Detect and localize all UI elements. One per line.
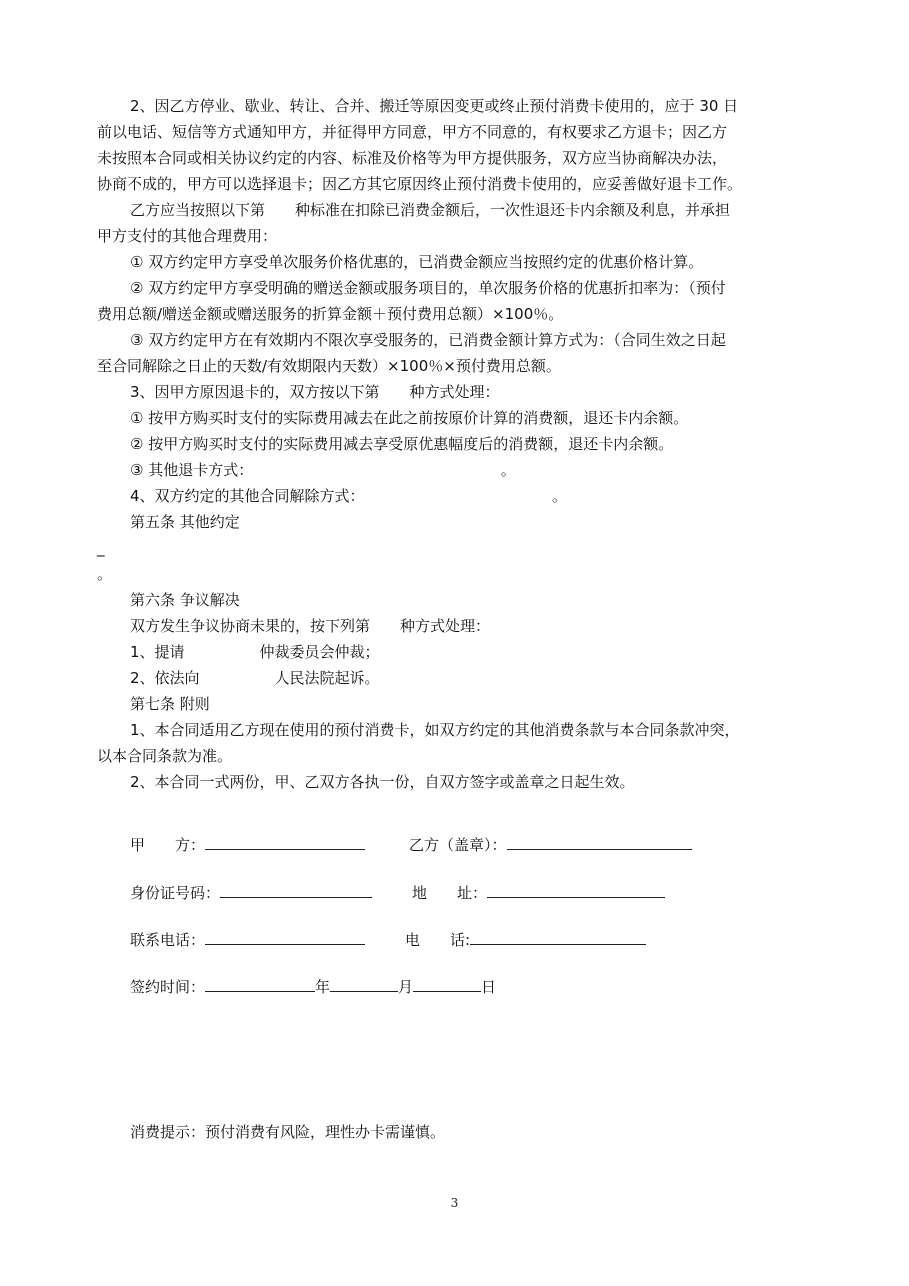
paragraph-line: ① 按甲方购买时支付的实际费用减去在此之前按原价计算的消费额，退还卡内余额。 — [130, 409, 689, 427]
section-heading: 第五条 其他约定 — [130, 513, 240, 531]
signature-row-phone — [130, 929, 646, 950]
paragraph-line: 2、依法向 人民法院起诉。 — [130, 669, 380, 687]
section-heading: 第七条 附则 — [130, 695, 210, 713]
paragraph-line: 3、因甲方原因退卡的，双方按以下第 种方式处理： — [130, 383, 500, 401]
id-number-label: 身份证号码： — [130, 884, 221, 902]
day-blank[interactable] — [413, 976, 481, 992]
party-a-blank[interactable] — [205, 834, 365, 850]
year-label: 年 — [315, 978, 331, 996]
contact-phone-blank[interactable] — [205, 929, 365, 945]
paragraph-line: 2、本合同一式两份，甲、乙双方各执一份，自双方签字或盖章之日起生效。 — [130, 773, 635, 791]
month-label: 月 — [398, 978, 414, 996]
paragraph-line: 以本合同条款为准。 — [97, 747, 233, 765]
contact-phone-label: 联系电话： — [130, 931, 206, 949]
section-heading: 第六条 争议解决 — [130, 591, 240, 609]
sign-date-label: 签约时间： — [130, 978, 206, 996]
paragraph-line: 2、因乙方停业、歇业、转让、合并、搬迁等原因变更或终止预付消费卡使用的，应于 30 日 — [130, 97, 739, 115]
address-blank[interactable] — [487, 882, 665, 898]
id-number-blank[interactable] — [220, 882, 372, 898]
party-a-label: 甲 方： — [130, 836, 206, 854]
day-label: 日 — [481, 978, 497, 996]
paragraph-line: 双方发生争议协商未果的，按下列第 种方式处理： — [130, 617, 491, 635]
paragraph-line: ① 双方约定甲方享受单次服务价格优惠的，已消费金额应当按照约定的优惠价格计算。 — [130, 253, 704, 271]
paragraph-line: 未按照本合同或相关协议约定的内容、标准及价格等为甲方提供服务，双方应当协商解决办法， — [97, 149, 728, 167]
paragraph-line: 。 — [97, 565, 113, 583]
paragraph-line: 1、本合同适用乙方现在使用的预付消费卡，如双方约定的其他消费条款与本合同条款冲突， — [130, 721, 740, 739]
signature-row-parties — [130, 834, 692, 855]
phone-blank[interactable] — [470, 929, 646, 945]
paragraph-line: ③ 其他退卡方式： 。 — [130, 461, 516, 479]
paragraph-line: 4、双方约定的其他合同解除方式： 。 — [130, 487, 568, 505]
paragraph-line: 乙方应当按照以下第 种标准在扣除已消费金额后，一次性退还卡内余额及利息，并承担 — [130, 201, 731, 219]
paragraph-line: 甲方支付的其他合理费用： — [97, 227, 278, 245]
party-b-blank[interactable] — [507, 834, 692, 850]
consumer-notice: 消费提示：预付消费有风险，理性办卡需谨慎。 — [130, 1123, 446, 1141]
paragraph-line: 费用总额/赠送金额或赠送服务的折算金额＋预付费用总额）×100％。 — [97, 305, 564, 323]
signature-row-date — [130, 976, 496, 997]
page-number: 3 — [450, 1196, 459, 1210]
paragraph-line: 1、提请 仲裁委员会仲裁； — [130, 643, 380, 661]
address-label: 地 址： — [412, 884, 488, 902]
paragraph-line: ③ 双方约定甲方在有效期内不限次享受服务的，已消费金额计算方式为：（合同生效之日起 — [130, 331, 726, 349]
phone-label: 电 话: — [405, 931, 471, 949]
paragraph-line: 至合同解除之日止的天数/有效期限内天数）×100％×预付费用总额。 — [97, 357, 561, 375]
paragraph-line: ② 双方约定甲方享受明确的赠送金额或服务项目的，单次服务价格的优惠折扣率为：（预付 — [130, 279, 726, 297]
party-b-label: 乙方（盖章）： — [409, 836, 507, 854]
year-blank[interactable] — [205, 976, 315, 992]
paragraph-line: 前以电话、短信等方式通知甲方，并征得甲方同意，甲方不同意的，有权要求乙方退卡；因乙方 — [97, 123, 728, 141]
paragraph-line: 协商不成的，甲方可以选择退卡；因乙方其它原因终止预付消费卡使用的，应妥善做好退卡工作。 — [97, 175, 743, 193]
month-blank[interactable] — [330, 976, 398, 992]
signature-row-id — [130, 882, 665, 903]
paragraph-line: ② 按甲方购买时支付的实际费用减去享受原优惠幅度后的消费额，退还卡内余额。 — [130, 435, 674, 453]
paragraph-line: _ — [97, 539, 105, 557]
